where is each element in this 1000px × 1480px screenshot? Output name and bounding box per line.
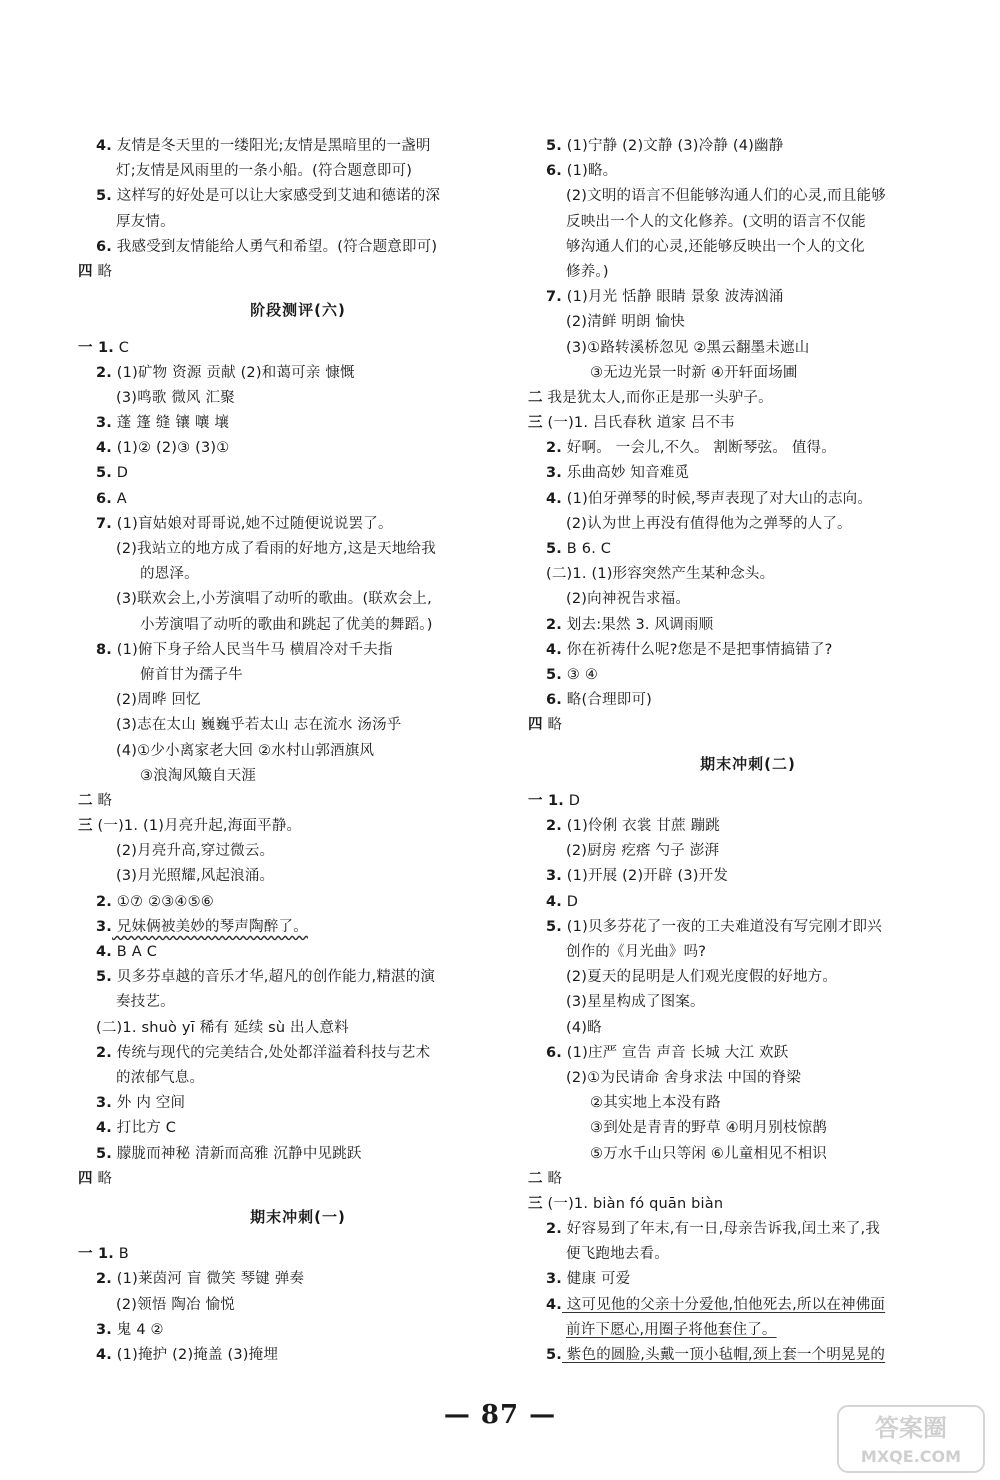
answer-line: 一 1. B [78, 1246, 129, 1263]
answer-line: (2)夏天的昆明是人们观光度假的好地方。 [566, 969, 838, 986]
answer-line: (2)向神祝告求福。 [566, 591, 691, 608]
section-heading: 阶段测评(六) [250, 301, 346, 320]
answer-line: 俯首甘为孺子牛 [140, 666, 243, 683]
answer-line: (3)月光照耀,风起浪涌。 [116, 868, 275, 885]
answer-line: 7. (1)月光 恬静 眼睛 景象 波涛汹涌 [546, 289, 784, 306]
answer-line: (2)月亮升高,穿过微云。 [116, 843, 275, 860]
watermark-top: 答案圈 [875, 1414, 947, 1442]
answer-line: (2)认为世上再没有值得他为之弹琴的人了。 [566, 515, 852, 532]
answer-line: 便飞跑地去看。 [566, 1246, 669, 1263]
answer-line: 5. ③ ④ [546, 666, 599, 683]
answer-line: 三 (一)1. biàn fó quān biàn [528, 1195, 724, 1212]
answer-line: (4)①少小离家老大回 ②水村山郭酒旗风 [116, 742, 375, 759]
answer-line: ③无边光景一时新 ④开轩面场圃 [590, 364, 798, 381]
answer-line: 6. (1)略。 [546, 163, 618, 180]
answer-line: 4. (1)伯牙弹琴的时候,琴声表现了对大山的志向。 [546, 490, 873, 507]
answer-line: 5. 紫色的圆脸,头戴一顶小毡帽,颈上套一个明晃晃的 [546, 1347, 886, 1364]
answer-line: (3)志在太山 巍巍乎若太山 志在流水 汤汤乎 [116, 717, 402, 734]
answer-line: 4. D [546, 893, 579, 910]
answer-line: 四 略 [78, 1170, 113, 1187]
watermark-logo [836, 1404, 986, 1474]
answer-line: 3. 兄妹俩被美妙的琴声陶醉了。 [96, 918, 308, 935]
watermark-bottom: MXQE.COM [860, 1447, 962, 1466]
answer-line: 3. (1)开展 (2)开辟 (3)开发 [546, 868, 729, 885]
answer-line: 3. 鬼 4 ② [96, 1321, 164, 1338]
answer-line: (3)①路转溪桥忽见 ②黑云翻墨未遮山 [566, 339, 810, 356]
page-number: — 87 — [443, 1400, 557, 1430]
answer-line: 6. 略(合理即可) [546, 692, 653, 709]
section-heading: 期末冲刺(一) [250, 1207, 346, 1226]
answer-line: 4. B A C [96, 944, 158, 961]
answer-line: 4. 友情是冬天里的一缕阳光;友情是黑暗里的一盏明 [96, 138, 431, 154]
answer-line: 2. 好容易到了年末,有一日,母亲告诉我,闰土来了,我 [546, 1221, 881, 1238]
section-heading: 期末冲刺(二) [700, 754, 796, 773]
answer-line: 四 略 [78, 263, 113, 280]
answer-line: 四 略 [528, 717, 563, 734]
answer-line: (二)1. shuò yī 稀有 延续 sù 出人意料 [96, 1019, 349, 1036]
answer-line: 2. (1)伶俐 衣裳 甘蔗 蹦跳 [546, 818, 720, 835]
answer-line: 5. 朦胧而神秘 清新而高雅 沉静中见跳跃 [96, 1145, 362, 1162]
answer-line: (2)厨房 疙瘩 勺子 澎湃 [566, 843, 720, 860]
answer-line: 三 (一)1. (1)月亮升起,海面平静。 [78, 818, 302, 835]
answer-line: ⑤万水千山只等闲 ⑥儿童相见不相识 [590, 1145, 828, 1162]
answer-line: 的浓郁气息。 [116, 1069, 205, 1086]
answer-line: 2. (1)莱茵河 盲 微笑 琴键 弹奏 [96, 1271, 305, 1288]
answer-line: (2)周晔 回忆 [116, 692, 201, 709]
answer-line: 2. (1)矿物 资源 贡献 (2)和蔼可亲 慷慨 [96, 364, 355, 381]
answer-line: (3)鸣歌 微风 汇聚 [116, 389, 235, 406]
answer-line: 一 1. D [528, 792, 581, 809]
answer-line: (2)①为民请命 舍身求法 中国的脊梁 [566, 1069, 802, 1086]
answer-line: 2. 传统与现代的完美结合,处处都洋溢着科技与艺术 [96, 1044, 431, 1061]
answer-line: 够沟通人们的心灵,还能够反映出一个人的文化 [566, 238, 865, 255]
answer-line: (2)领悟 陶冶 愉悦 [116, 1296, 235, 1313]
answer-line: ③浪淘风簸自天涯 [140, 767, 257, 784]
answer-line: 3. 蓬 篷 缝 镶 嚷 壤 [96, 415, 230, 432]
answer-line: ③到处是青青的野草 ④明月别枝惊鹊 [590, 1120, 828, 1137]
answer-line: 6. A [96, 490, 127, 507]
answer-line: 5. D [96, 465, 129, 482]
answer-line: 3. 健康 可爱 [546, 1271, 631, 1288]
answer-line: 修养。) [566, 263, 609, 280]
answer-line: 4. (1)掩护 (2)掩盖 (3)掩埋 [96, 1347, 279, 1364]
answer-line: 反映出一个人的文化修养。(文明的语言不仅能 [566, 213, 866, 230]
left-column [78, 134, 518, 1368]
answer-line: 4. (1)② (2)③ (3)① [96, 440, 230, 457]
answer-line: (2)我站立的地方成了看雨的好地方,这是天地给我 [116, 541, 436, 558]
answer-line: ②其实地上本没有路 [590, 1095, 721, 1112]
answer-line: 2. 划去:果然 3. 风调雨顺 [546, 616, 714, 633]
answer-line: 灯;友情是风雨里的一条小船。(符合题意即可) [116, 163, 413, 180]
answer-line: 一 1. C [78, 339, 130, 356]
answer-line: 小芳演唱了动听的歌曲和跳起了优美的舞蹈。) [140, 616, 433, 633]
answer-line: 6. 我感受到友情能给人勇气和希望。(符合题意即可) [96, 238, 438, 255]
answer-line: 厚友情。 [116, 213, 175, 230]
answer-line: 4. 打比方 C [96, 1120, 177, 1137]
answer-line: 二 我是犹太人,而你正是那一头驴子。 [528, 389, 773, 406]
answer-line: 5. 贝多芬卓越的音乐才华,超凡的创作能力,精湛的演 [96, 969, 436, 986]
answer-line: 5. (1)宁静 (2)文静 (3)冷静 (4)幽静 [546, 138, 784, 154]
answer-line: 2. ①⑦ ②③④⑤⑥ [96, 893, 215, 910]
answer-line: (2)清鲜 明朗 愉快 [566, 314, 685, 331]
answer-line: 5. B 6. C [546, 541, 612, 557]
answer-line: 4. 你在祈祷什么呢?您是不是把事情搞错了? [546, 641, 833, 658]
answer-line: 前许下愿心,用圈子将他套住了。 [566, 1321, 777, 1338]
answer-line: 2. 好啊。 一会儿,不久。 割断琴弦。 值得。 [546, 440, 836, 457]
answer-line: 二 略 [528, 1170, 563, 1187]
answer-line: 创作的《月光曲》吗? [566, 944, 707, 961]
answer-line: (3)联欢会上,小芳演唱了动听的歌曲。(联欢会上, [116, 591, 432, 608]
right-column [528, 134, 968, 1368]
answer-line: 奏技艺。 [116, 994, 175, 1011]
answer-line: (4)略 [566, 1019, 602, 1036]
answer-line: 4. 这可见他的父亲十分爱他,怕他死去,所以在神佛面 [546, 1296, 886, 1313]
answer-line: (2)文明的语言不但能够沟通人们的心灵,而且能够 [566, 188, 886, 205]
answer-line: 5. (1)贝多芬花了一夜的工夫难道没有写完刚才即兴 [546, 918, 882, 935]
answer-line: (二)1. (1)形容突然产生某种念头。 [546, 566, 775, 583]
answer-line: (3)星星构成了图案。 [566, 994, 705, 1011]
answer-line: 三 (一)1. 吕氏春秋 道家 吕不韦 [528, 415, 735, 432]
answer-line: 3. 外 内 空间 [96, 1095, 186, 1112]
answer-line: 3. 乐曲高妙 知音难觅 [546, 465, 690, 482]
answer-line: 的恩泽。 [140, 566, 199, 583]
answer-line: 5. 这样写的好处是可以让大家感受到艾迪和德诺的深 [96, 188, 441, 205]
answer-line: 6. (1)庄严 宣告 声音 长城 大江 欢跃 [546, 1044, 789, 1061]
answer-line: 二 略 [78, 792, 113, 809]
answer-line: 7. (1)盲姑娘对哥哥说,她不过随便说说罢了。 [96, 515, 393, 532]
answer-line: 8. (1)俯下身子给人民当牛马 横眉冷对千夫指 [96, 641, 393, 658]
